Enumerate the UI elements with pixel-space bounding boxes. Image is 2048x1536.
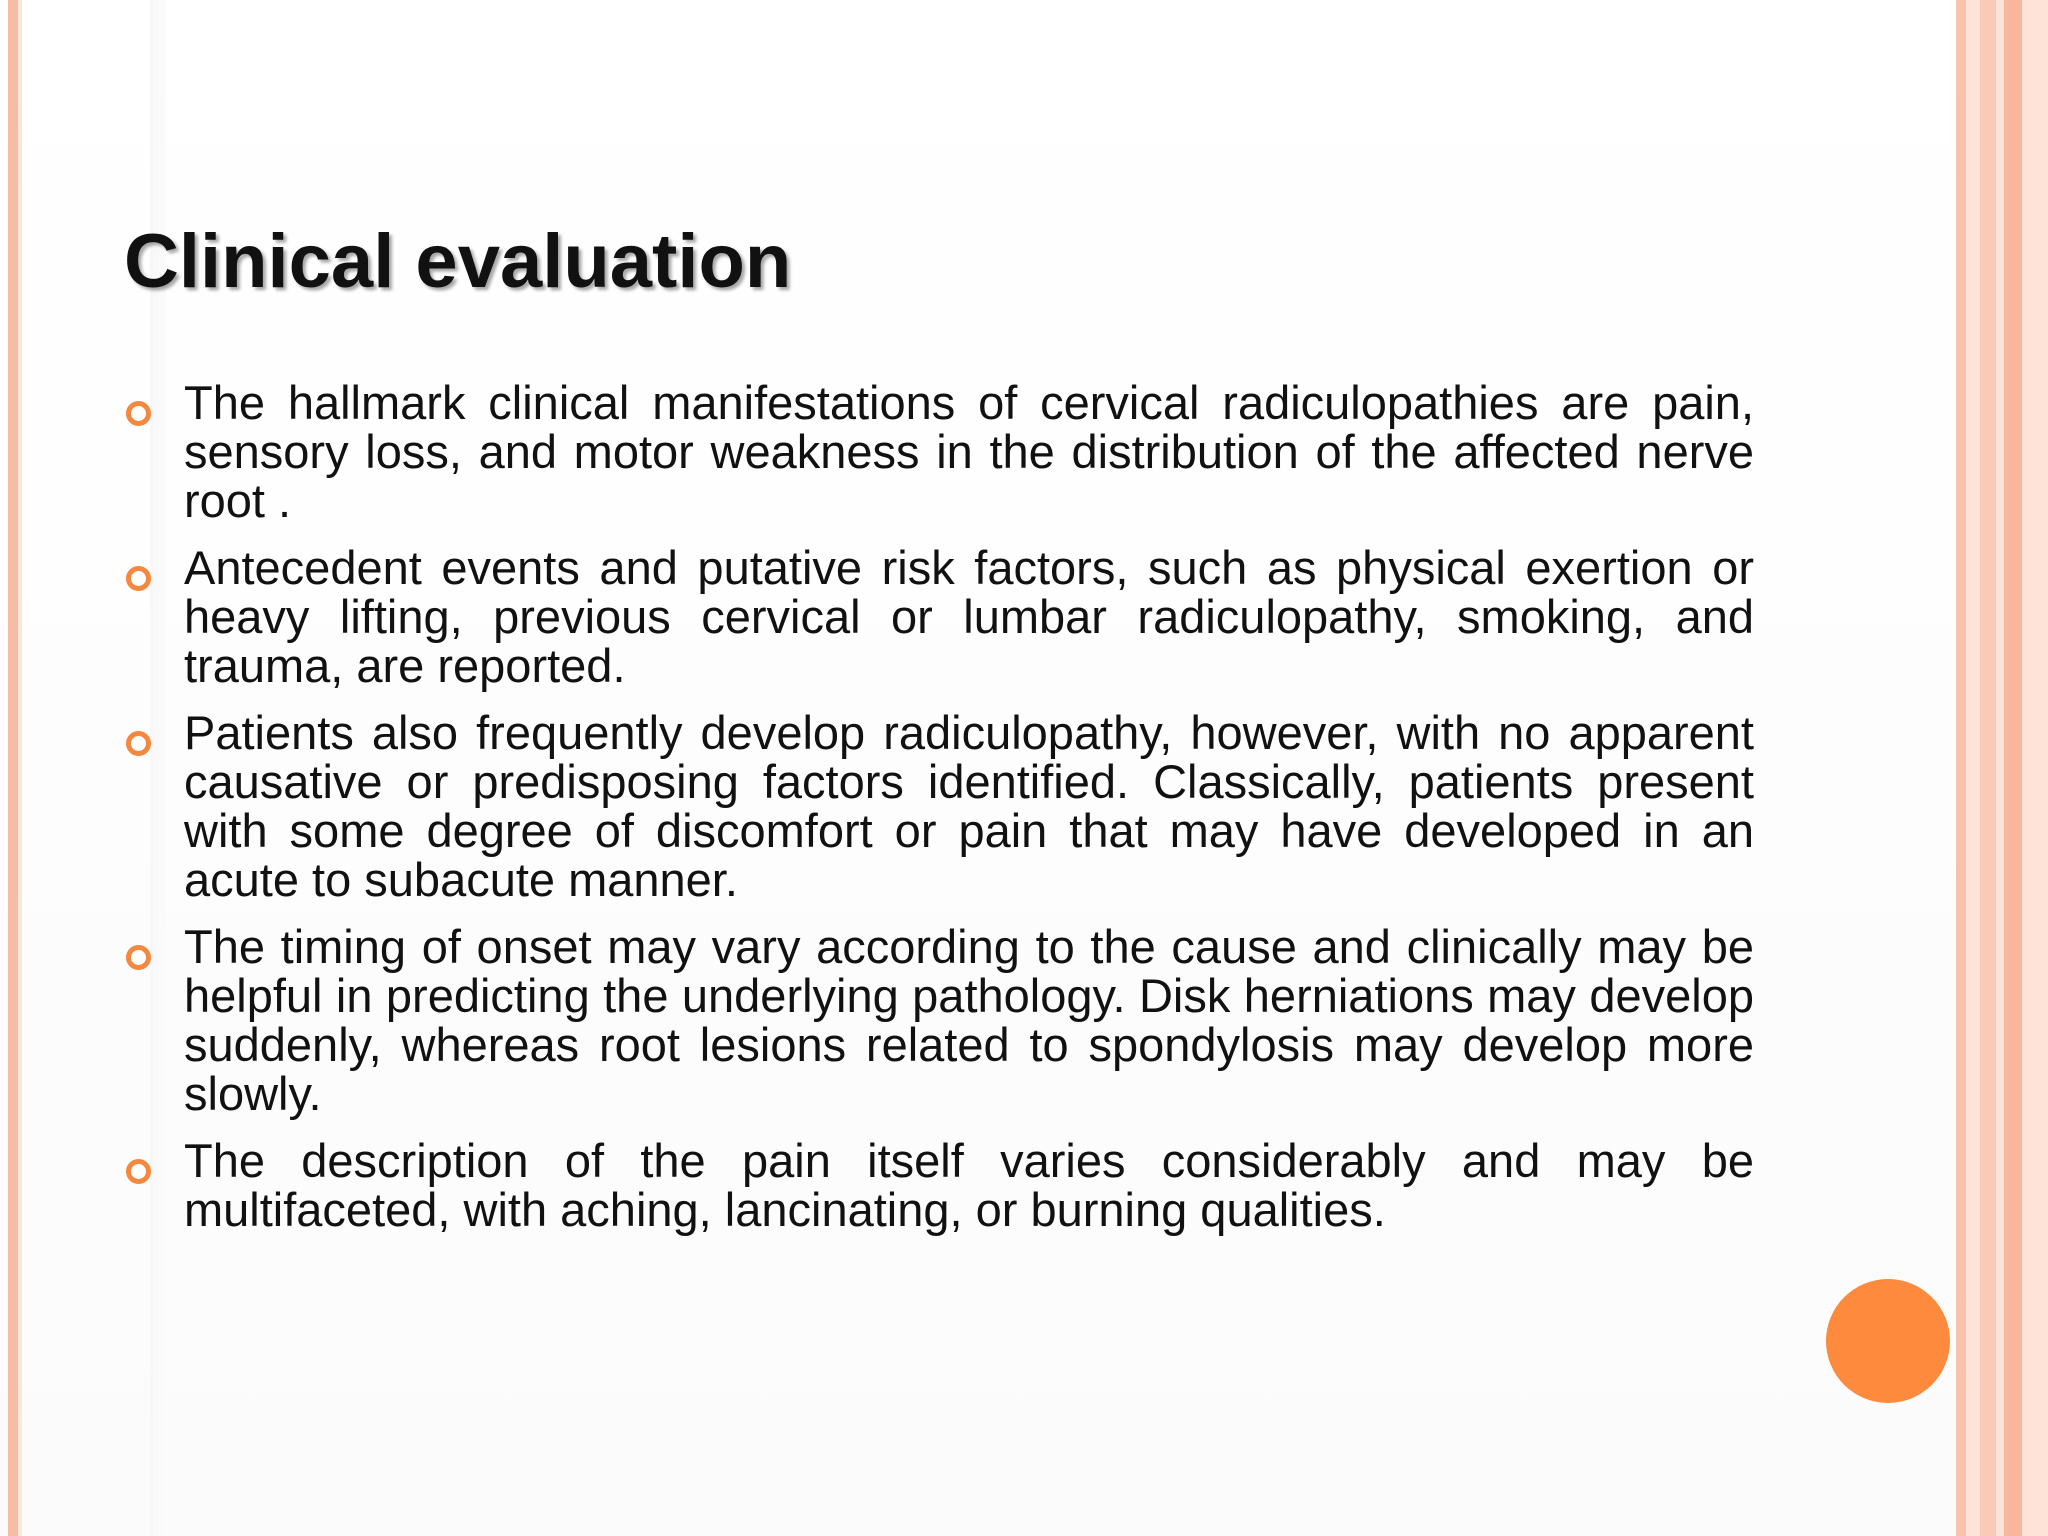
left-border-stripe-light xyxy=(18,0,22,1536)
right-border-stripe xyxy=(1996,0,2004,1536)
bullet-circle-icon xyxy=(126,731,151,756)
decorative-orange-circle xyxy=(1826,1279,1950,1403)
right-border-stripe xyxy=(1966,0,1980,1536)
bullet-text: Patients also frequently develop radiculopathy, however, with no apparent causative or predisposing factors identified. Classically, patients present with some degree of discomfort or pain that may have developed in an acute to subacute manner. xyxy=(184,706,1754,906)
bullet-circle-icon xyxy=(126,945,151,970)
bullet-text: The hallmark clinical manifestations of cervical radiculopathies are pain, sensory loss, and motor weakness in the distribution of the affected nerve root . xyxy=(184,376,1754,527)
right-border-stripe xyxy=(2022,0,2048,1536)
bullet-item xyxy=(124,378,1754,525)
bullet-text: Antecedent events and putative risk factors, such as physical exertion or heavy lifting, previous cervical or lumbar radiculopathy, smoking, and trauma, are reported. xyxy=(184,541,1754,692)
right-border-stripe xyxy=(2004,0,2022,1536)
bullet-item xyxy=(124,708,1754,904)
bullet-text: The timing of onset may vary according to the cause and clinically may be helpful in predicting the underlying pathology. Disk herniations may develop suddenly, whereas root lesions related to spondylosis may develop more slowly. xyxy=(184,920,1754,1120)
bullet-circle-icon xyxy=(126,1159,151,1184)
bullet-item xyxy=(124,1136,1754,1234)
right-border-stripe xyxy=(1980,0,1996,1536)
bullet-list xyxy=(124,378,1754,1252)
bullet-item xyxy=(124,922,1754,1118)
slide-title: Clinical evaluation xyxy=(124,219,792,304)
bullet-text: The description of the pain itself varies considerably and may be multifaceted, with aching, lancinating, or burning qualities. xyxy=(184,1134,1754,1236)
left-border-stripe xyxy=(8,0,18,1536)
bullet-circle-icon xyxy=(126,401,151,426)
right-border-stripe xyxy=(1956,0,1966,1536)
bullet-item xyxy=(124,543,1754,690)
bullet-circle-icon xyxy=(126,566,151,591)
